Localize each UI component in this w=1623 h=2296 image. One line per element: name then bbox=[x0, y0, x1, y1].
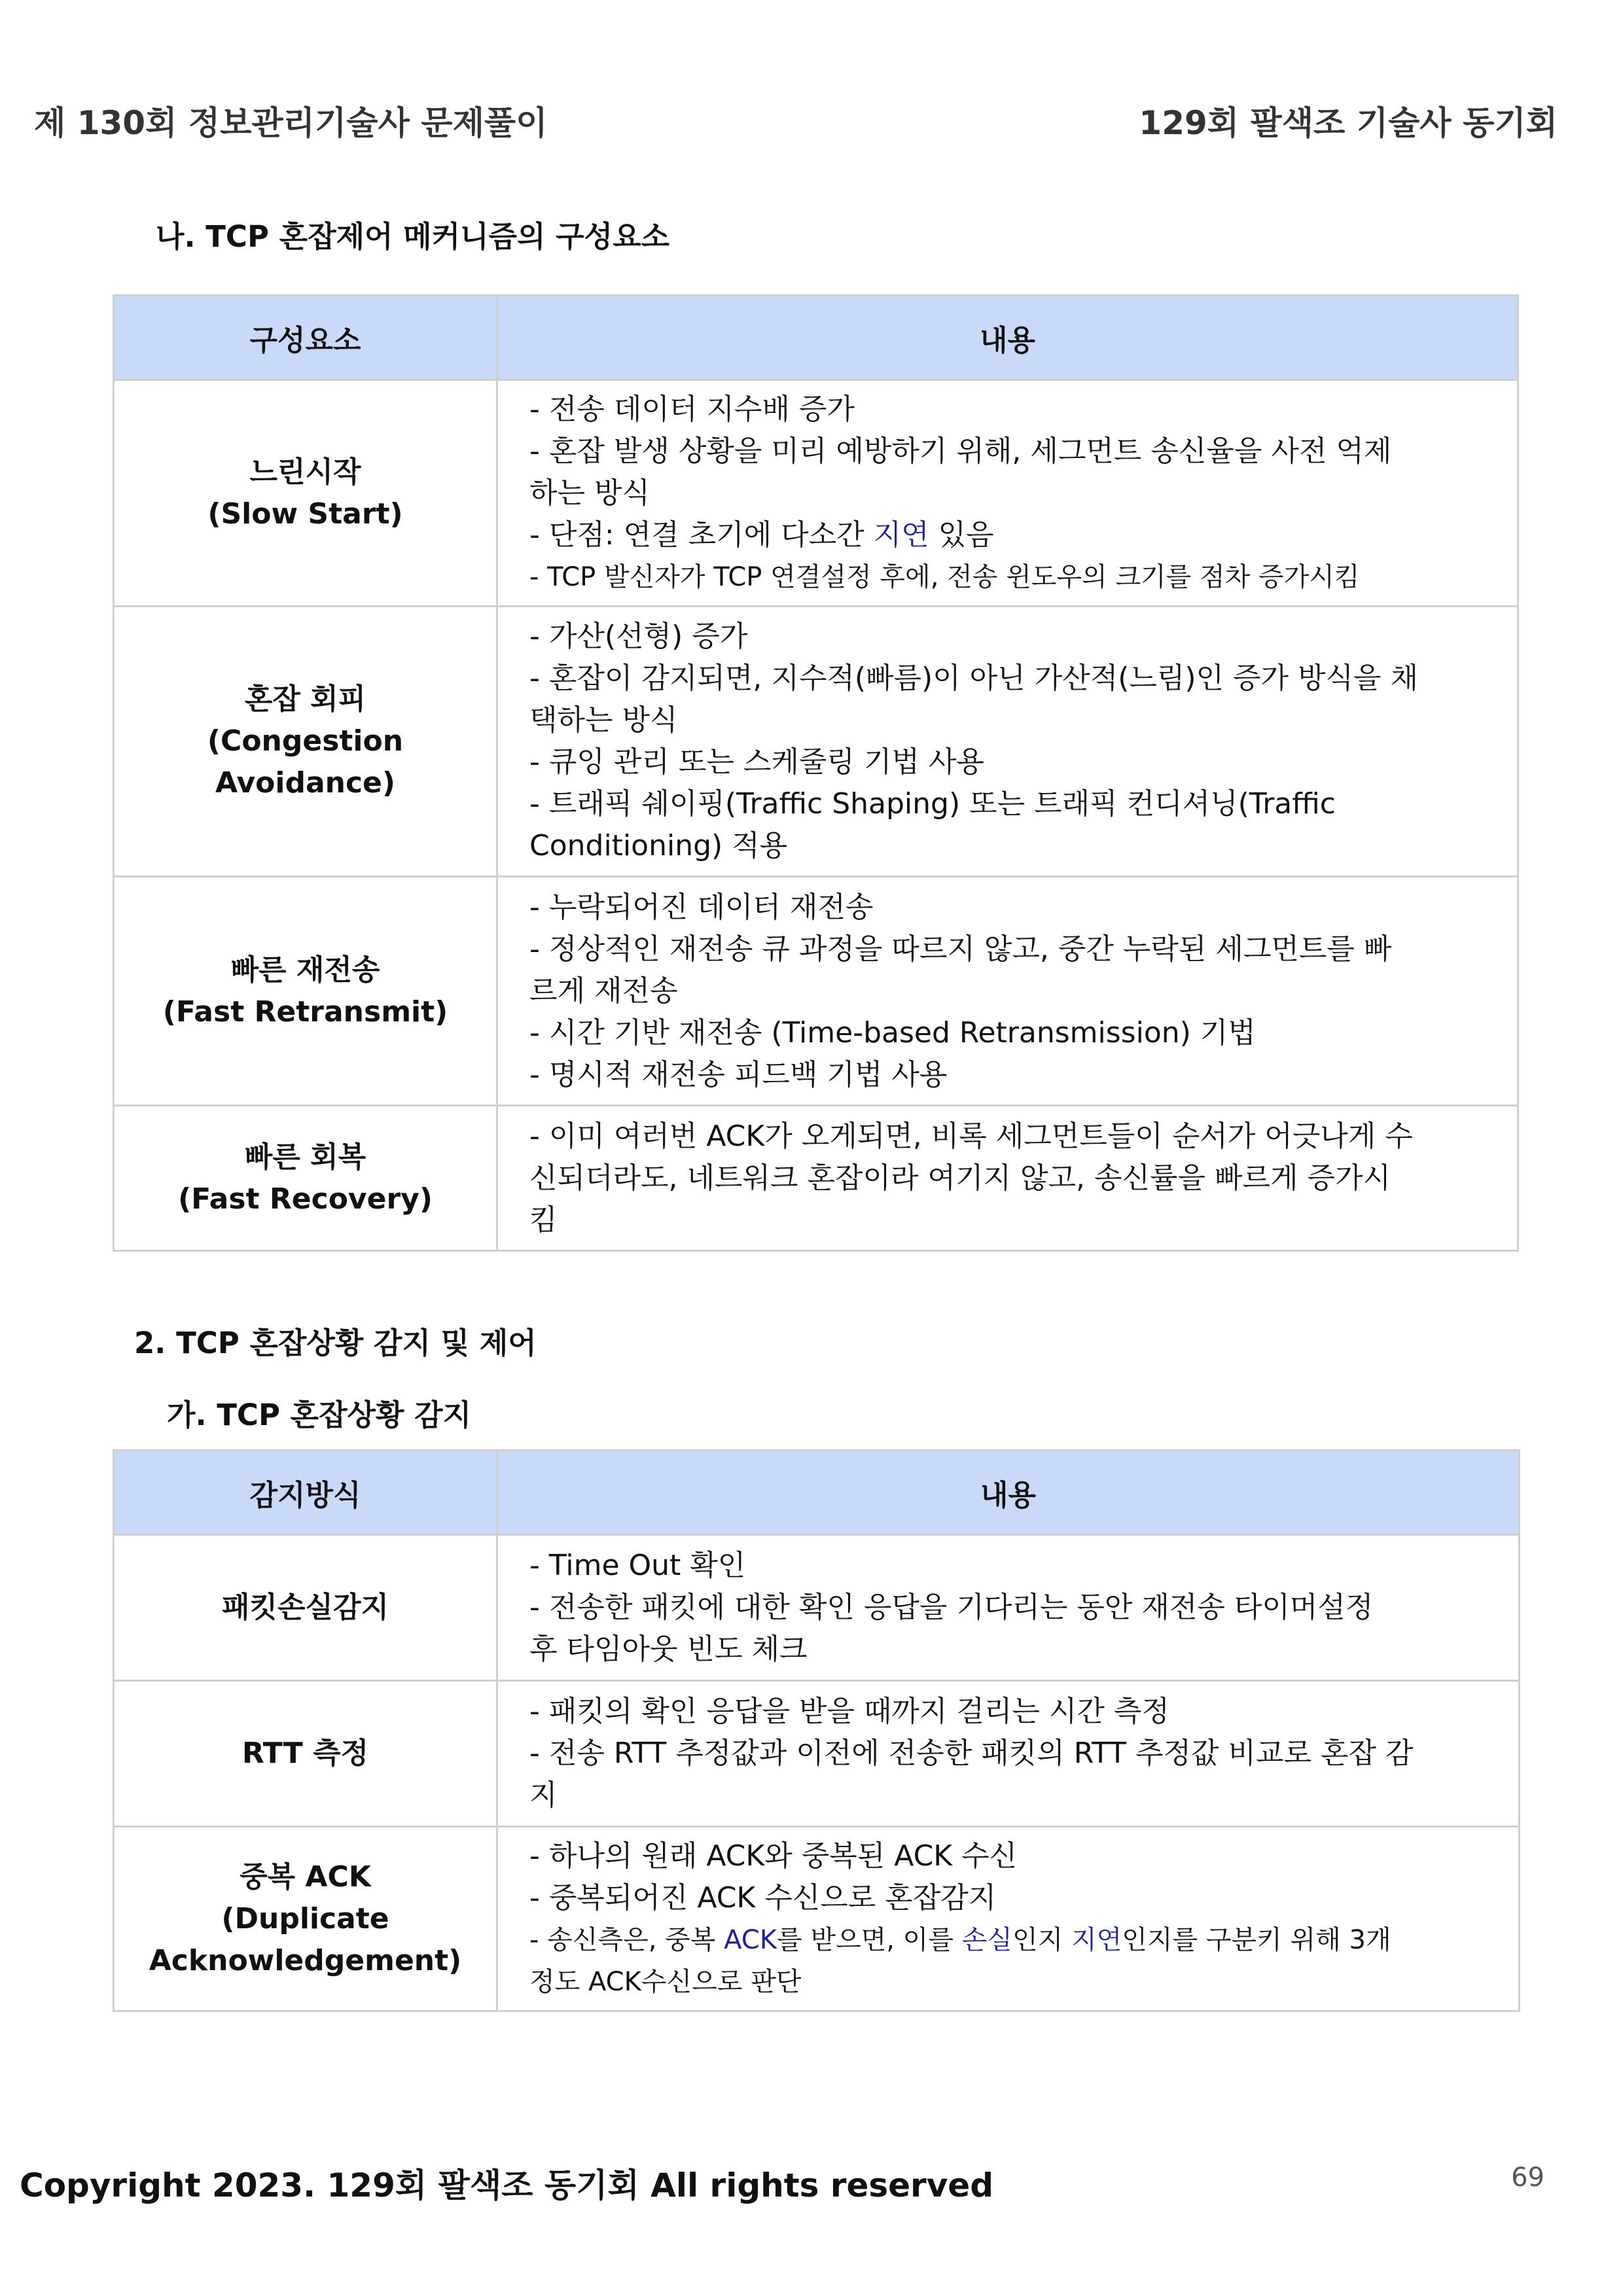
description-line: - 시간 기반 재전송 (Time-based Retransmission) 기법 bbox=[529, 1016, 1256, 1050]
column-header-component: 구성요소 bbox=[114, 296, 497, 380]
term-english: Avoidance) bbox=[215, 766, 396, 800]
description-cell bbox=[497, 877, 1518, 1106]
description-line: - 전송 데이터 지수배 증가 bbox=[529, 392, 855, 426]
description-line: Conditioning) 적용 bbox=[529, 829, 788, 862]
table-row bbox=[114, 1681, 1520, 1827]
description-line: - 중복되어진 ACK 수신으로 혼잡감지 bbox=[529, 1881, 997, 1915]
description-line: - 이미 여러번 ACK가 오게되면, 비록 세그먼트들이 순서가 어긋나게 수 bbox=[529, 1119, 1413, 1153]
term-cell bbox=[114, 1106, 497, 1251]
description-cell bbox=[497, 1106, 1518, 1251]
table-row bbox=[114, 877, 1518, 1106]
description-line bbox=[529, 1919, 1492, 1961]
term-cell bbox=[114, 1827, 497, 2011]
description-line: - TCP 발신자가 TCP 연결설정 후에, 전송 윈도우의 크기를 점차 증가시킴 bbox=[529, 561, 1360, 592]
table-row bbox=[114, 1535, 1520, 1681]
section-ga-title: 가. TCP 혼잡상황 감지 bbox=[167, 1398, 472, 1432]
table-header-row bbox=[114, 296, 1518, 380]
description-line: 정도 ACK수신으로 판단 bbox=[529, 1966, 802, 1997]
table-row bbox=[114, 380, 1518, 607]
table-row bbox=[114, 607, 1518, 877]
term-korean: 혼잡 회피 bbox=[244, 682, 366, 716]
page-number: 69 bbox=[1511, 2163, 1544, 2193]
term-cell bbox=[114, 380, 497, 607]
description-cell bbox=[497, 607, 1518, 877]
description-cell bbox=[497, 1827, 1520, 2011]
description-line: - 전송한 패킷에 대한 확인 응답을 기다리는 동안 재전송 타이머설정 bbox=[529, 1591, 1374, 1624]
description-line: - 트래픽 쉐이핑(Traffic Shaping) 또는 트래픽 컨디셔닝(Traffic bbox=[529, 787, 1336, 821]
text-run: 있음 bbox=[929, 518, 994, 552]
text-run: 를 받으면, 이를 bbox=[776, 1924, 962, 1955]
description-line: 택하는 방식 bbox=[529, 703, 678, 737]
term-english: (Duplicate bbox=[221, 1901, 389, 1935]
section-2-title: 2. TCP 혼잡상황 감지 및 제어 bbox=[134, 1326, 537, 1360]
term-korean: 패킷손실감지 bbox=[221, 1591, 389, 1624]
term-cell bbox=[114, 1681, 497, 1827]
description-line bbox=[529, 514, 1491, 556]
description-line: - 큐잉 관리 또는 스케줄링 기법 사용 bbox=[529, 745, 984, 779]
header-title-left: 제 130회 정보관리기술사 문제풀이 bbox=[34, 104, 548, 142]
highlighted-word: ACK bbox=[724, 1924, 777, 1955]
term-english: (Fast Retransmit) bbox=[162, 995, 448, 1029]
term-cell bbox=[114, 607, 497, 877]
detection-table bbox=[113, 1449, 1520, 2012]
highlighted-word: 지연 bbox=[1071, 1924, 1122, 1955]
term-cell bbox=[114, 877, 497, 1106]
term-english: (Congestion bbox=[207, 724, 404, 758]
column-header-method: 감지방식 bbox=[114, 1451, 497, 1535]
highlighted-word: 손실 bbox=[961, 1924, 1012, 1955]
table-header-row bbox=[114, 1451, 1520, 1535]
description-line: 르게 재전송 bbox=[529, 974, 678, 1008]
description-line: - 명시적 재전송 피드백 기법 사용 bbox=[529, 1057, 948, 1091]
description-line: - 정상적인 재전송 큐 과정을 따르지 않고, 중간 누락된 세그먼트를 빠 bbox=[529, 932, 1392, 966]
column-header-content: 내용 bbox=[497, 296, 1518, 380]
mechanism-table bbox=[113, 294, 1519, 1252]
description-line: 후 타임아웃 빈도 체크 bbox=[529, 1633, 808, 1666]
table-row bbox=[114, 1827, 1520, 2011]
term-english: (Fast Recovery) bbox=[178, 1182, 433, 1216]
text-run: 인지를 구분키 위해 3개 bbox=[1122, 1924, 1391, 1955]
term-korean: 중복 ACK bbox=[240, 1860, 371, 1894]
description-line: - 누락되어진 데이터 재전송 bbox=[529, 890, 874, 924]
description-line: - 패킷의 확인 응답을 받을 때까지 걸리는 시간 측정 bbox=[529, 1695, 1169, 1728]
term-korean: RTT 측정 bbox=[241, 1737, 369, 1770]
description-line: - 전송 RTT 추정값과 이전에 전송한 패킷의 RTT 추정값 비교로 혼잡 감 bbox=[529, 1737, 1414, 1770]
term-english: (Slow Start) bbox=[207, 497, 403, 531]
description-line: 하는 방식 bbox=[529, 476, 651, 510]
description-line: - 가산(선형) 증가 bbox=[529, 620, 748, 653]
description-line: - 하나의 원래 ACK와 중복된 ACK 수신 bbox=[529, 1839, 1018, 1873]
description-line: 신되더라도, 네트워크 혼잡이라 여기지 않고, 송신률을 빠르게 증가시 bbox=[529, 1161, 1391, 1195]
description-line: 지 bbox=[529, 1778, 558, 1812]
description-cell bbox=[497, 380, 1518, 607]
term-cell bbox=[114, 1535, 497, 1681]
description-cell bbox=[497, 1535, 1520, 1681]
term-korean: 느린시작 bbox=[249, 455, 361, 489]
highlighted-word: 지연 bbox=[873, 518, 929, 552]
header-title-right: 129회 팔색조 기술사 동기회 bbox=[1139, 104, 1558, 142]
description-line: - 혼잡이 감지되면, 지수적(빠름)이 아닌 가산적(느림)인 증가 방식을 채 bbox=[529, 662, 1419, 695]
table-row bbox=[114, 1106, 1518, 1251]
description-line: - Time Out 확인 bbox=[529, 1549, 746, 1582]
copyright-footer: Copyright 2023. 129회 팔색조 동기회 All rights reserved bbox=[20, 2166, 994, 2204]
text-run: 인지 bbox=[1012, 1924, 1071, 1955]
term-korean: 빠른 재전송 bbox=[230, 953, 380, 987]
term-korean: 빠른 회복 bbox=[244, 1140, 366, 1174]
description-cell bbox=[497, 1681, 1520, 1827]
section-na-title: 나. TCP 혼잡제어 메커니즘의 구성요소 bbox=[156, 219, 670, 254]
description-line: - 혼잡 발생 상황을 미리 예방하기 위해, 세그먼트 송신율을 사전 억제 bbox=[529, 434, 1392, 468]
description-line: 킴 bbox=[529, 1203, 558, 1237]
text-run: - 단점: 연결 초기에 다소간 bbox=[529, 518, 874, 552]
text-run: - 송신측은, 중복 bbox=[529, 1924, 724, 1955]
term-english: Acknowledgement) bbox=[149, 1943, 462, 1977]
column-header-content: 내용 bbox=[497, 1451, 1520, 1535]
